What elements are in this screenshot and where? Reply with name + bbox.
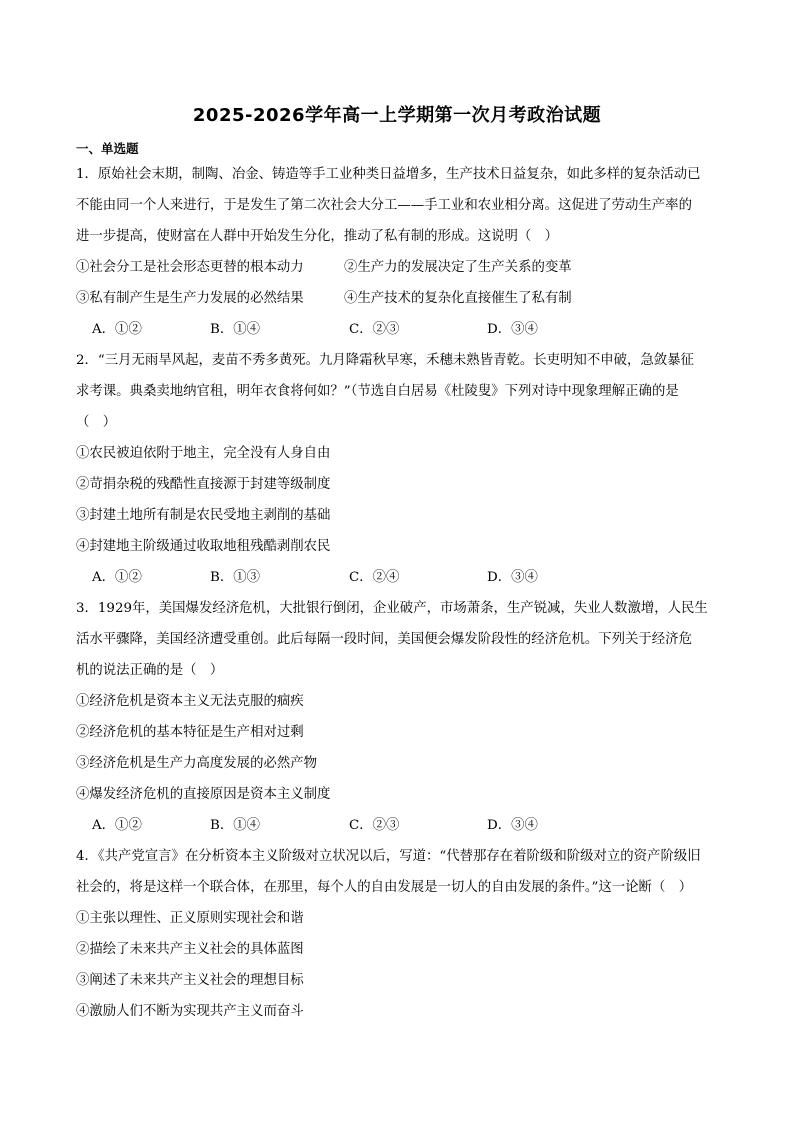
question-4 [76, 841, 724, 1027]
statement-2: ②生产力的发展决定了生产关系的变革 [344, 260, 572, 275]
question-4-line-1: 4．《共产党宣言》在分析资本主义阶级对立状况以后，写道：“代替那存在着阶级和阶级对立的资产阶级旧 [76, 849, 701, 864]
statement-4: ④爆发经济危机的直接原因是资本主义制度 [76, 787, 331, 802]
statement-3: ③私有制产生是生产力发展的必然结果 [76, 291, 304, 306]
choice-a[interactable]: A．①② [92, 818, 142, 833]
statement-3: ③封建土地所有制是农民受地主剥削的基础 [76, 508, 331, 523]
choice-d[interactable]: D．③④ [487, 570, 538, 585]
choice-b[interactable]: B．①③ [210, 570, 261, 585]
statement-2: ②经济危机的基本特征是生产相对过剩 [76, 725, 304, 740]
choice-c[interactable]: C．②④ [349, 570, 400, 585]
statement-4: ④生产技术的复杂化直接催生了私有制 [344, 291, 572, 306]
choice-a[interactable]: A．①② [92, 322, 142, 337]
question-2 [76, 345, 724, 593]
choice-b[interactable]: B．①④ [210, 322, 261, 337]
statement-1: ①主张以理性、正义原则实现社会和谐 [76, 911, 304, 926]
question-1 [76, 159, 724, 345]
choices-row [76, 810, 724, 841]
statement-2: ②苛捐杂税的残酷性直接源于封建等级制度 [76, 477, 331, 492]
choices-row [76, 314, 724, 345]
statement-1: ①经济危机是资本主义无法克服的痼疾 [76, 694, 304, 709]
question-3-line-2: 活水平骤降，美国经济遭受重创。此后每隔一段时间，美国便会爆发阶段性的经济危机。下列关于经济危 [76, 632, 692, 647]
question-1-line-2: 不能由同一个人来进行，于是发生了第二次社会大分工——手工业和农业相分离。这促进了劳动生产率的 [76, 198, 692, 213]
statement-4: ④激励人们不断为实现共产主义而奋斗 [76, 1004, 304, 1019]
question-1-line-1: 1．原始社会末期，制陶、冶金、铸造等手工业种类日益增多，生产技术日益复杂，如此多样的复杂活动已 [76, 167, 701, 182]
question-2-line-2: 求考课。典桑卖地纳官租，明年衣食将何如？”（节选自白居易《杜陵叟》下列对诗中现象理解正确的是 [76, 384, 679, 399]
statement-3: ③阐述了未来共产主义社会的理想目标 [76, 973, 304, 988]
statement-row [76, 252, 724, 283]
choice-c[interactable]: C．②③ [349, 322, 400, 337]
questions-list [76, 159, 724, 1027]
statement-1: ①农民被迫依附于地主，完全没有人身自由 [76, 446, 331, 461]
statement-3: ③经济危机是生产力高度发展的必然产物 [76, 756, 318, 771]
statement-4: ④封建地主阶级通过收取地租残酷剥削农民 [76, 539, 331, 554]
choice-b[interactable]: B．①④ [210, 818, 261, 833]
exam-title: 2025-2026学年高一上学期第一次月考政治试题 [192, 105, 602, 126]
question-3 [76, 593, 724, 841]
question-1-line-3: 进一步提高，使财富在人群中开始发生分化，推动了私有制的形成。这说明（ ） [76, 229, 559, 244]
choice-d[interactable]: D．③④ [487, 818, 538, 833]
choice-c[interactable]: C．②③ [349, 818, 400, 833]
choice-d[interactable]: D．③④ [487, 322, 538, 337]
section-heading: 一、单选题 [76, 141, 139, 156]
statement-row [76, 283, 724, 314]
statement-1: ①社会分工是社会形态更替的根本动力 [76, 260, 304, 275]
choices-row [76, 562, 724, 593]
question-2-line-1: 2．“三月无雨旱风起，麦苗不秀多黄死。九月降霜秋早寒，禾穗未熟皆青乾。长吏明知不申破，急敛暴征 [76, 353, 694, 368]
question-2-line-3: （ ） [76, 415, 117, 430]
statement-2: ②描绘了未来共产主义社会的具体蓝图 [76, 942, 304, 957]
question-3-line-3: 机的说法正确的是（ ） [76, 663, 224, 678]
question-4-line-2: 社会的，将是这样一个联合体，在那里，每个人的自由发展是一切人的自由发展的条件。”这一论断（ ） [76, 880, 693, 895]
choice-a[interactable]: A．①② [92, 570, 142, 585]
question-3-line-1: 3．1929年，美国爆发经济危机，大批银行倒闭，企业破产，市场萧条，生产锐减，失业人数激增，人民生 [76, 601, 708, 616]
